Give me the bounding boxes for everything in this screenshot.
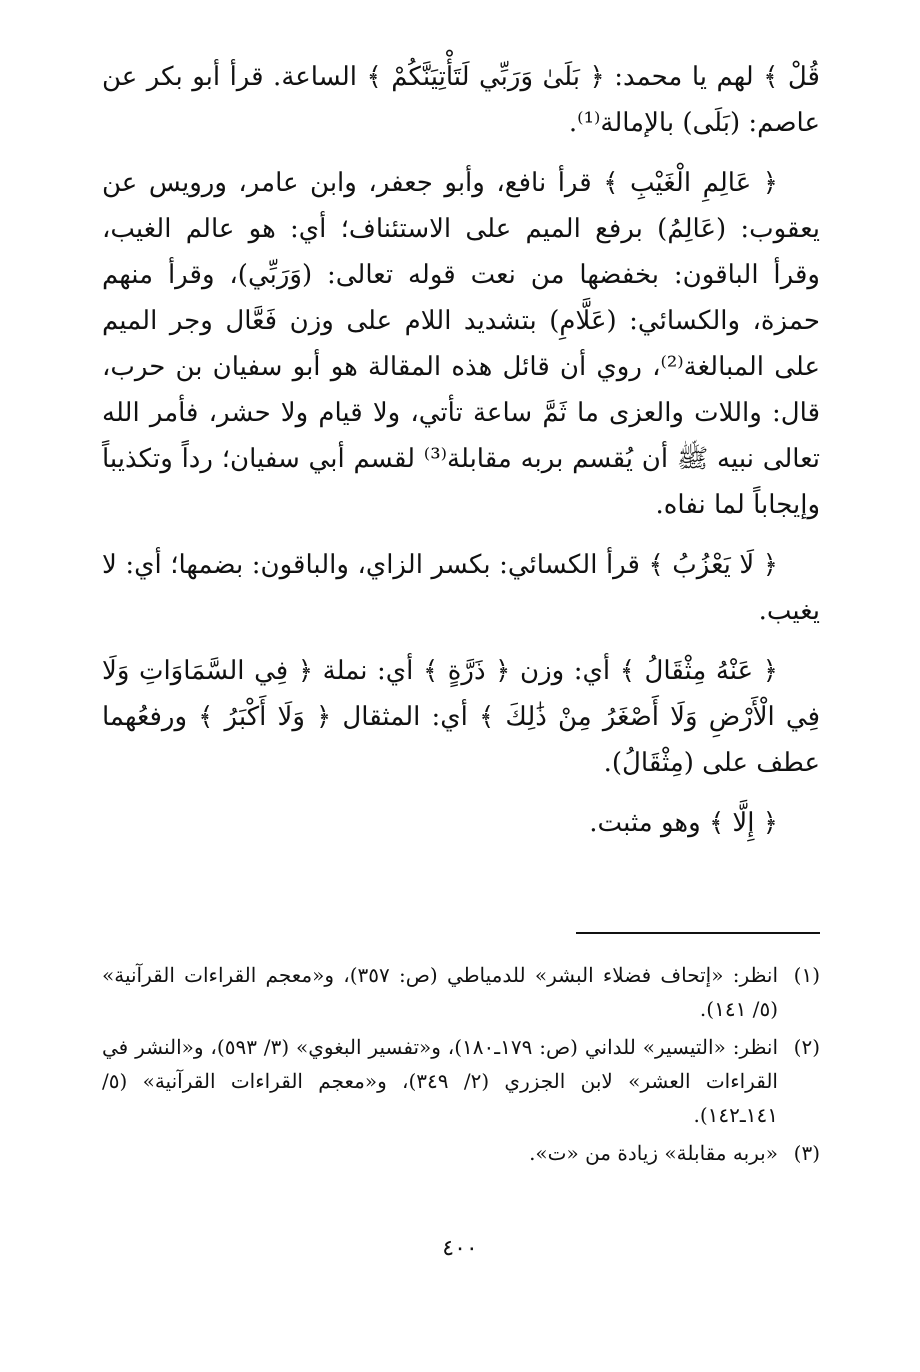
paragraph-3: ﴿ لَا يَعْزُبُ ﴾ قرأ الكسائي: بكسر الزاي، والباقون: بضمها؛ أي: لا يغيب. xyxy=(102,550,820,626)
page-number: ٤٠٠ xyxy=(442,1236,478,1261)
paragraph-2: ﴿ عَالِمِ الْغَيْبِ ﴾ قرأ نافع، وأبو جعفر، وابن عامر، ورويس عن يعقوب: (عَالِمُ) برفع الميم على الاستئناف؛ أي: هو عالم الغيب، وقرأ الباقون: بخفضها من نعت قوله تعالى: (وَرَبِّي)، وقرأ منهم حمزة، والكسائي: (عَلَّامِ) بتشديد اللام على وزن فَعَّال وجر الميم على المبالغة⁽²⁾، روي أن قائل هذه المقالة هو أبو سفيان بن حرب، قال: واللات والعزى ما ثَمَّ ساعة تأتي، ولا قيام ولا حشر، فأمر الله تعالى نبيه ﷺ أن يُقسم بربه مقابلة⁽³⁾ لقسم أبي سفيان؛ رداً وتكذيباً وإيجاباً لما نفاه. xyxy=(102,168,820,520)
footnote-text: «بربه مقابلة» زيادة من «ت». xyxy=(529,1141,778,1165)
footnote-divider xyxy=(576,932,820,934)
footnote-text: انظر: «إتحاف فضلاء البشر» للدمياطي (ص: ٣٥٧)، و«معجم القراءات القرآنية» (٥/ ١٤١). xyxy=(102,963,779,1021)
footnote-text: انظر: «التيسير» للداني (ص: ١٧٩ـ١٨٠)، و«تفسير البغوي» (٣/ ٥٩٣)، و«النشر في القراءات العشر» لابن الجزري (٢/ ٣٤٩)، و«معجم القراءات القرآنية» (٥/ ١٤١ـ١٤٢). xyxy=(102,1035,778,1127)
footnote-3 xyxy=(102,1136,820,1170)
main-text xyxy=(102,54,820,860)
footnote-number: (٢) xyxy=(793,1035,820,1059)
footnotes xyxy=(102,958,820,1174)
paragraph-1: قُلْ ﴾ لهم يا محمد: ﴿ بَلَىٰ وَرَبِّي لَتَأْتِيَنَّكُمْ ﴾ الساعة. قرأ أبو بكر عن عاصم: (بَلَى) بالإمالة⁽¹⁾. xyxy=(102,62,820,138)
footnote-number: (٣) xyxy=(793,1141,820,1165)
paragraph-5: ﴿ إِلَّا ﴾ وهو مثبت. xyxy=(589,808,778,838)
paragraph-4: ﴿ عَنْهُ مِثْقَالُ ﴾ أي: وزن ﴿ ذَرَّةٍ ﴾ أي: نملة ﴿ فِي السَّمَاوَاتِ وَلَا فِي الْأَرْضِ وَلَا أَصْغَرُ مِنْ ذَٰلِكَ ﴾ أي: المثقال ﴿ وَلَا أَكْبَرُ ﴾ ورفعُهما عطف على (مِثْقَالُ). xyxy=(102,656,820,778)
footnote-1 xyxy=(102,958,820,1026)
footnote-number: (١) xyxy=(793,963,820,987)
footnote-2 xyxy=(102,1030,820,1132)
